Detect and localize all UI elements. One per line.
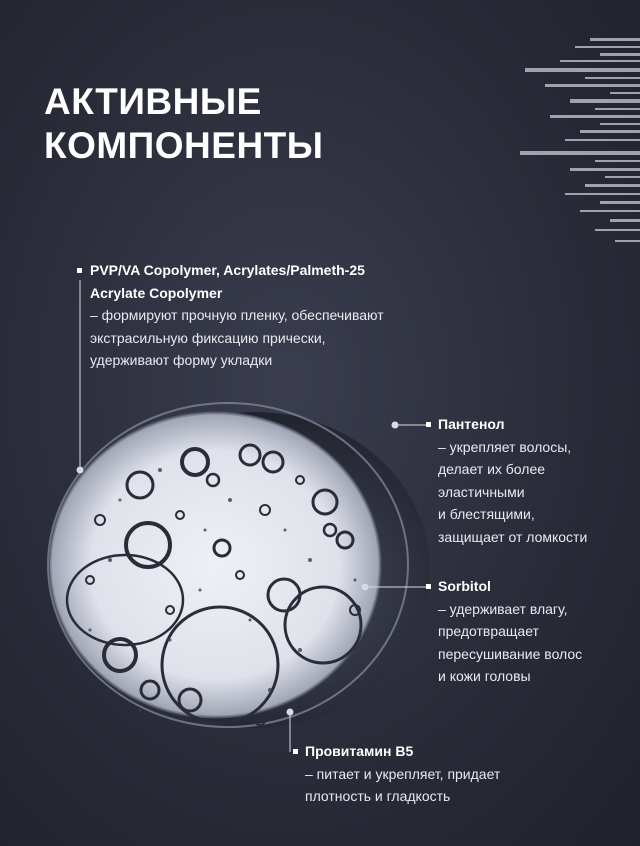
component-desc: – формируют прочную пленку, обеспечивают [90, 307, 384, 323]
component-desc: защищает от ломкости [438, 528, 588, 545]
component-desc: и кожи головы [438, 668, 531, 684]
component-desc: – питает и укрепляет, придает [305, 765, 501, 782]
bullet-1 [77, 268, 82, 273]
component-provitamin-b5 [305, 740, 500, 808]
component-name: Пантенол [438, 416, 505, 432]
component-name-cont: Acrylate Copolymer [90, 284, 223, 301]
component-name: Провитамин B5 [305, 743, 414, 759]
title-line-2: КОМПОНЕНТЫ [44, 125, 324, 166]
component-desc: плотность и гладкость [305, 788, 451, 804]
component-desc: удерживают форму укладки [90, 352, 273, 368]
component-desc: делает их более [438, 461, 546, 477]
component-name: Sorbitol [438, 578, 491, 594]
component-sorbitol [438, 575, 582, 688]
component-panthenol [438, 413, 587, 548]
title-line-1: АКТИВНЫЕ [44, 81, 262, 122]
component-desc: – удерживает влагу, [438, 600, 568, 617]
component-desc: эластичными [438, 483, 525, 500]
bullet-2 [426, 422, 431, 427]
component-name: PVP/VA Copolymer, Acrylates/Palmeth-25 [90, 262, 365, 278]
component-desc: предотвращает [438, 623, 539, 639]
component-desc: и блестящими, [438, 506, 535, 522]
component-desc: пересушивание волос [438, 645, 583, 662]
bullet-3 [426, 584, 431, 589]
component-desc: экстрасильную фиксацию прически, [90, 329, 326, 346]
bullet-4 [293, 749, 298, 754]
component-pvp-va [90, 259, 384, 372]
component-desc: – укрепляет волосы, [438, 438, 572, 455]
